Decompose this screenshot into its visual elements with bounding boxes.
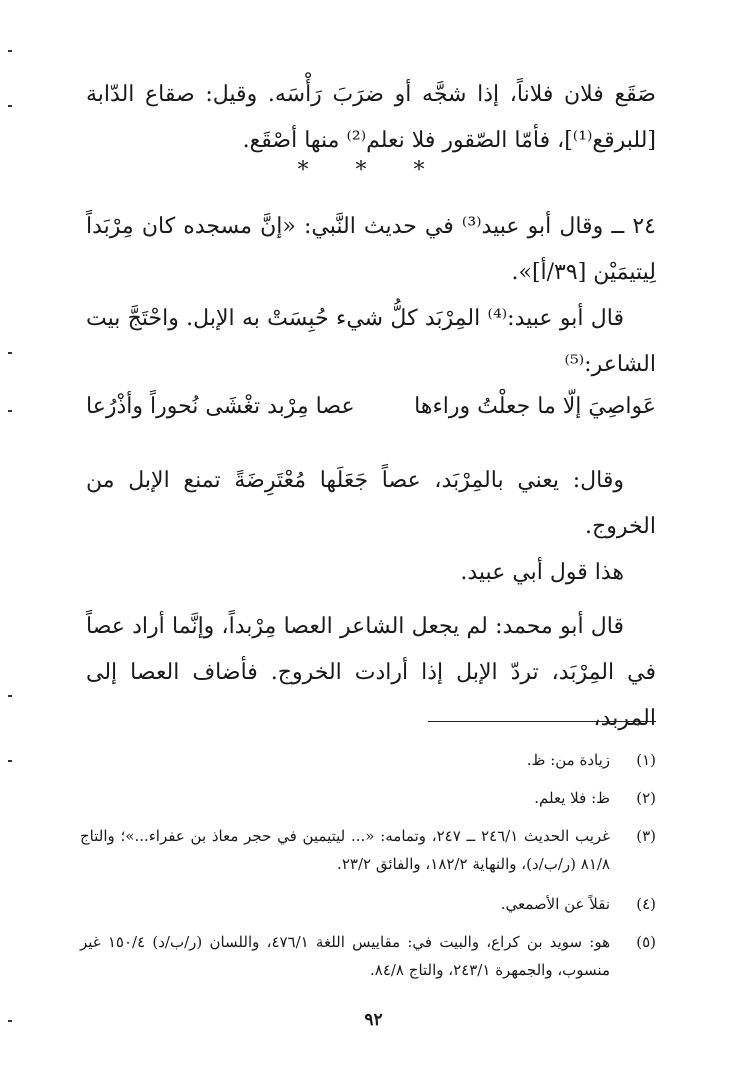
footnote-text: هو: سويد بن كراع، والبيت في: مقاييس اللغة ٤٧٦/١، واللسان (ر/ب/د) ١٥٠/٤ غير منسوب، والجمهرة ٢٤٣/١، والتاج ٨٤/٨. [80, 933, 611, 979]
page-number: ٩٢ [364, 1010, 383, 1030]
scan-mark [8, 50, 12, 52]
footnote-number: (١) [636, 751, 656, 769]
footnote-2 [80, 784, 656, 812]
paragraph-1: صَقَع فلان فلاناً، إذا شجَّه أو ضرَبَ رَأْسَه. وقيل: صقاع الدّابة [للبرقع⁽¹⁾]، فأمّا الصّقور فلا نعلم⁽²⁾ منها أصْقَع. [86, 82, 656, 153]
paragraph-3: قال أبو عبيد:⁽⁴⁾ المِرْبَد كلُّ شيء حُبِسَتْ به الإبل. واحْتَجَّ بيت الشاعر:⁽⁵⁾ [86, 306, 656, 377]
footnote-text: غريب الحديث ٢٤٦/١ ــ ٢٤٧، وتمامه: «... ليتيمين في حجر معاذ بن عفراء...»؛ والتاج ٨١/٨ (ر/ب/د)، والنهاية ١٨٢/٢، والفائق ٢٣/٢. [80, 827, 610, 873]
scan-mark [8, 1020, 12, 1022]
footnote-text: زيادة من: ظ. [526, 751, 610, 769]
footnote-4 [80, 890, 656, 918]
footnote-separator [428, 721, 656, 722]
footnote-5 [80, 928, 656, 984]
footnote-text: ظ: فلا يعلم. [534, 789, 610, 807]
scan-mark [8, 760, 12, 762]
footnote-text: نقلاً عن الأصمعي. [500, 895, 610, 913]
paragraph-4: وقال: يعني بالمِرْبَد، عصاً جَعَلَها مُعْتَرِضَةً تمنع الإبل من الخروج. [86, 468, 656, 539]
footnote-number: (٤) [636, 895, 656, 913]
footnote-3 [80, 822, 656, 878]
paragraph-2: ٢٤ ــ وقال أبو عبيد⁽³⁾ في حديث النَّبي: «إنَّ مسجده كان مِرْبَداً لِيتيمَيْن [٣٩/أ]». [86, 214, 656, 285]
verse-second-hemistich: عصا مِرْبد تغْشَى نُحوراً وأذْرُعا [86, 394, 355, 419]
scan-mark [8, 695, 12, 697]
footnote-number: (٣) [636, 827, 656, 845]
footnote-number: (٥) [636, 933, 656, 951]
poetry-verse [86, 384, 656, 430]
scan-mark [8, 352, 12, 354]
scan-mark [8, 105, 12, 107]
footnote-1 [80, 746, 656, 774]
verse-first-hemistich: عَواصِيَ إلّا ما جعلْتُ وراءها [414, 394, 656, 419]
paragraph-6: قال أبو محمد: لم يجعل الشاعر العصا مِرْبداً، وإنَّما أراد عصاً في المِرْبَد، تردّ الإبل إذا أرادت الخروج. فأضاف العصا إلى المربد، [86, 614, 656, 731]
scan-mark [8, 410, 12, 412]
footnote-number: (٢) [636, 789, 656, 807]
section-divider-stars: * * * [297, 158, 445, 183]
paragraph-5: هذا قول أبي عبيد. [460, 560, 624, 585]
